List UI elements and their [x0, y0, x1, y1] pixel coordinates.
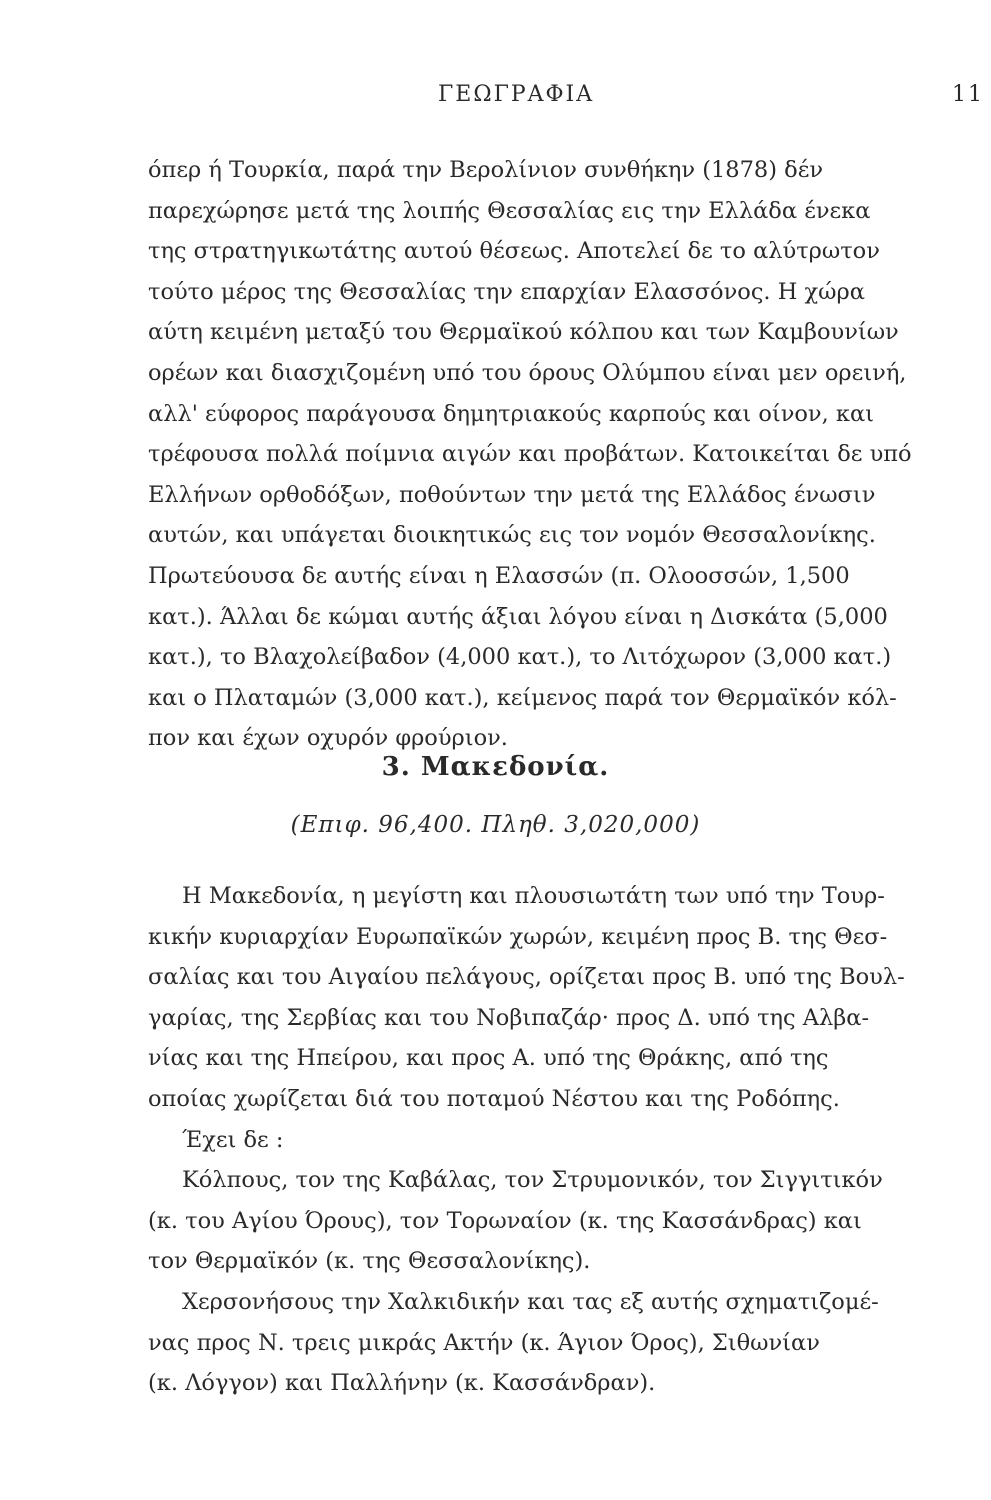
- text-line: νας προς Ν. τρεις μικράς Ακτήν (κ. Άγιον Όρος), Σιθωνίαν: [148, 1329, 820, 1356]
- text-line: (κ. του Αγίου Όρους), τον Τορωναίον (κ. της Κασσάνδρας) και: [148, 1207, 862, 1234]
- text-line: Χερσονήσους την Χαλκιδικήν και τας εξ αυτής σχηματιζομέ-: [182, 1288, 879, 1315]
- text-line: κικήν κυριαρχίαν Ευρωπαϊκών χωρών, κειμένη προς Β. της Θεσ-: [148, 923, 888, 950]
- text-line: αλλ' εύφορος παράγουσα δημητριακούς καρπούς και οίνον, και: [148, 400, 874, 427]
- text-line: όπερ ή Τουρκία, παρά την Βερολίνιον συνθήκην (1878) δέν: [148, 157, 824, 183]
- text-line: Έχει δε :: [182, 1126, 284, 1153]
- section-body: [148, 876, 930, 1404]
- text-line: κατ.), το Βλαχολείβαδον (4,000 κατ.), το Λιτόχωρον (3,000 κατ.): [148, 644, 892, 671]
- text-line: παρεχώρησε μετά της λοιπής Θεσσαλίας εις την Ελλάδα ένεκα: [148, 197, 871, 224]
- text-line: αύτη κειμένη μεταξύ του Θερμαϊκού κόλπου και των Καμβουνίων: [148, 319, 899, 346]
- text-line: τούτο μέρος της Θεσσαλίας την επαρχίαν Ελασσόνος. Η χώρα: [148, 278, 865, 305]
- intro-paragraph: [148, 150, 930, 759]
- text-line: Ελλήνων ορθοδόξων, ποθούντων την μετά της Ελλάδος ένωσιν: [148, 481, 876, 508]
- text-line: (κ. Λόγγον) και Παλλήνην (κ. Κασσάνδραν).: [148, 1370, 656, 1397]
- section-heading: 3. Μακεδονία.: [381, 752, 610, 782]
- text-line: τον Θερμαϊκόν (κ. της Θεσσαλονίκης).: [148, 1248, 591, 1275]
- text-line: Πρωτεύουσα δε αυτής είναι η Ελασσών (π. Ολοοσσών, 1,500: [148, 562, 850, 589]
- text-line: Κόλπους, τον της Καβάλας, τον Στρυμονικόν, τον Σιγγιτικόν: [182, 1167, 883, 1194]
- text-line: Η Μακεδονία, η μεγίστη και πλουσιωτάτη των υπό την Τουρ-: [182, 883, 885, 909]
- section-stats: (Επιφ. 96,400. Πληθ. 3,020,000): [290, 812, 701, 838]
- text-line: γαρίας, της Σερβίας και του Νοβιπαζάρ· προς Δ. υπό της Αλβα-: [148, 1004, 870, 1031]
- text-line: κατ.). Άλλαι δε κώμαι αυτής άξιαι λόγου είναι η Δισκάτα (5,000: [148, 603, 888, 630]
- page-number: 11: [952, 82, 984, 107]
- text-line: τρέφουσα πολλά ποίμνια αιγών και προβάτων. Κατοικείται δε υπό: [148, 441, 912, 468]
- text-line: οποίας χωρίζεται διά του ποταμού Νέστου και της Ροδόπης.: [148, 1085, 840, 1112]
- text-line: ορέων και διασχιζομένη υπό του όρους Ολύμπου είναι μεν ορεινή,: [148, 359, 907, 386]
- text-line: νίας και της Ηπείρου, και προς Α. υπό της Θράκης, από της: [148, 1045, 829, 1072]
- text-line: σαλίας και του Αιγαίου πελάγους, ορίζεται προς Β. υπό της Βουλ-: [148, 964, 905, 991]
- text-line: και ο Πλαταμών (3,000 κατ.), κείμενος παρά τον Θερμαϊκόν κόλ-: [148, 684, 897, 711]
- text-line: πον και έχων οχυρόν φρούριον.: [148, 725, 508, 752]
- running-title: ΓΕΩΓΡΑΦΙΑ: [438, 82, 595, 107]
- running-head: [0, 82, 991, 112]
- text-line: της στρατηγικωτάτης αυτού θέσεως. Αποτελεί δε το αλύτρωτον: [148, 238, 880, 265]
- text-line: αυτών, και υπάγεται διοικητικώς εις τον νομόν Θεσσαλονίκης.: [148, 522, 876, 549]
